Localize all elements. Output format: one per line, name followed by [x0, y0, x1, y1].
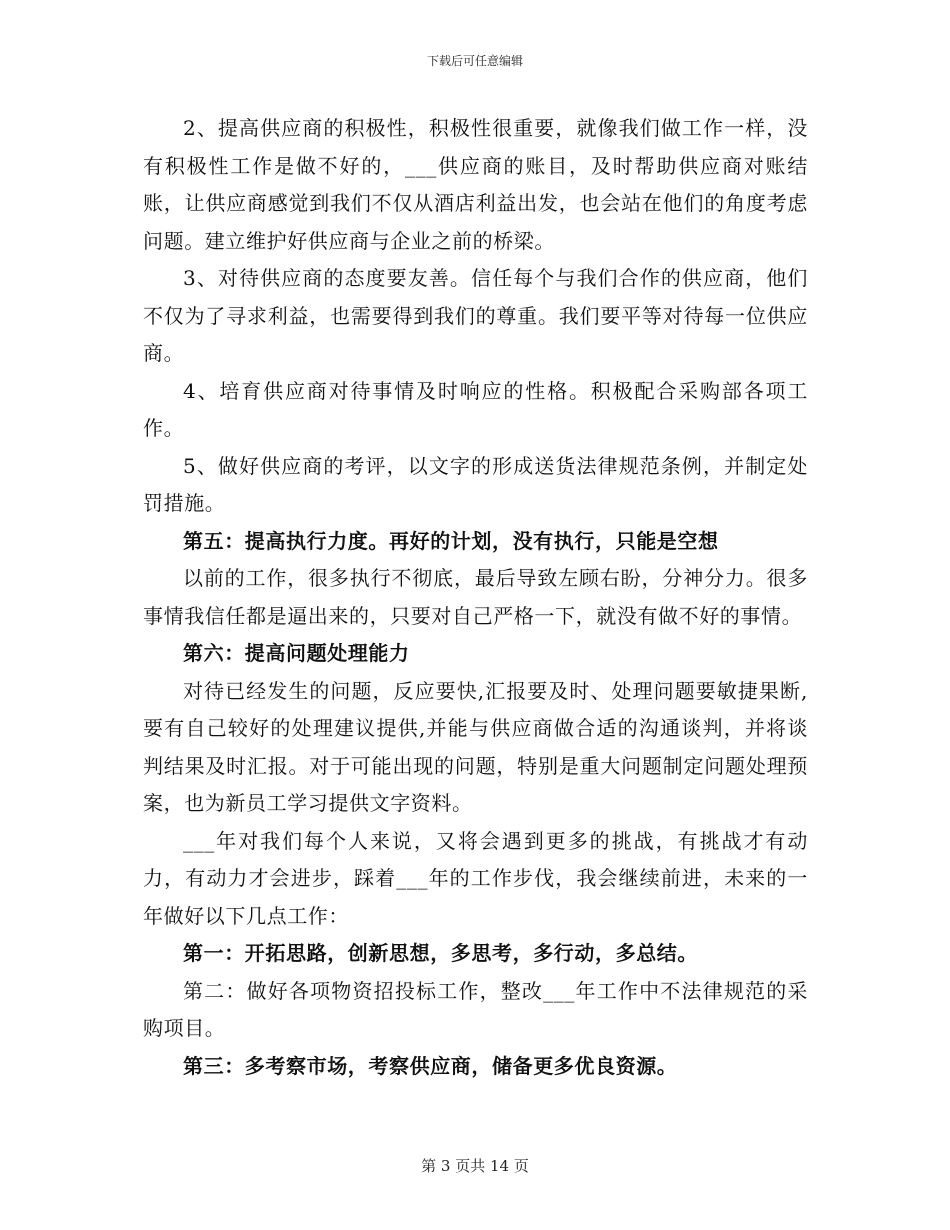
- heading-plan-three: 第三：多考察市场，考察供应商，储备更多优良资源。: [183, 1053, 678, 1078]
- page-footer: 第 3 页共 14 页: [421, 1157, 529, 1175]
- paragraph-supplier-response: 4、培育供应商对待事情及时响应的性格。积极配合采购部各项工作。: [143, 378, 808, 440]
- paragraph-execution: 以前的工作，很多执行不彻底，最后导致左顾右盼，分神分力。很多事情我信任都是逼出来的，只要对自己严格一下，就没有做不好的事情。: [143, 566, 808, 628]
- page-header: 下载后可任意编辑: [426, 54, 523, 68]
- paragraph-supplier-motivation: 2、提高供应商的积极性，积极性很重要，就像我们做工作一样，没有积极性工作是做不好的，___供应商的账目，及时帮助供应商对账结账，让供应商感觉到我们不仅从酒店利益出发，也会站在他们的角度考虑问题。建立维护好供应商与企业之前的桥梁。: [143, 116, 808, 253]
- paragraph-problem-handling: 对待已经发生的问题，反应要快,汇报要及时、处理问题要敏捷果断,要有自己较好的处理建议提供,并能与供应商做合适的沟通谈判，并将谈判结果及时汇报。对于可能出现的问题，特别是重大问题制定问题处理预案，也为新员工学习提供文字资料。: [143, 678, 808, 815]
- paragraph-supplier-attitude: 3、对待供应商的态度要友善。信任每个与我们合作的供应商，他们不仅为了寻求利益，也需要得到我们的尊重。我们要平等对待每一位供应商。: [143, 266, 808, 365]
- heading-plan-one: 第一：开拓思路，创新思想，多思考，多行动，多总结。: [183, 941, 698, 965]
- paragraph-plan-two: 第二：做好各项物资招投标工作，整改___年工作中不法律规范的采购项目。: [143, 978, 808, 1040]
- document-body: [143, 110, 808, 1085]
- paragraph-next-year: ___年对我们每个人来说，又将会遇到更多的挑战，有挑战才有动力，有动力才会进步，踩着___年的工作步伐，我会继续前进，未来的一年做好以下几点工作：: [143, 828, 808, 928]
- heading-section-five: 第五：提高执行力度。再好的计划，没有执行，只能是空想: [183, 528, 719, 553]
- paragraph-supplier-evaluation: 5、做好供应商的考评，以文字的形成送货法律规范条例，并制定处罚措施。: [143, 453, 808, 515]
- heading-section-six: 第六：提高问题处理能力: [183, 641, 410, 665]
